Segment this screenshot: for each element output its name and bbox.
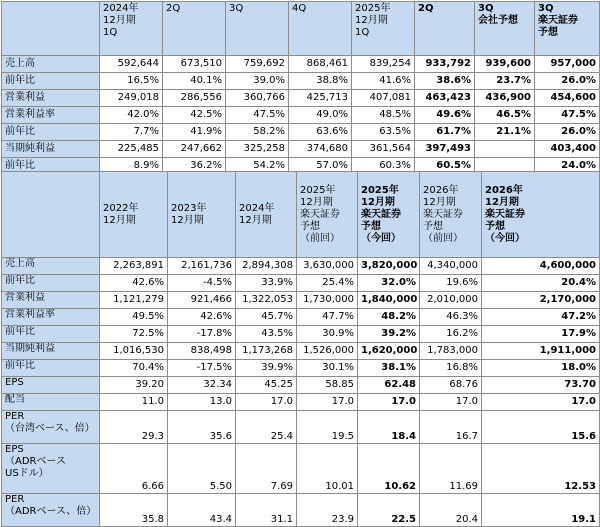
table-cell: 42.6% xyxy=(168,309,236,326)
table-cell: 19.1 xyxy=(482,494,600,527)
table-cell: 2,263,891 xyxy=(100,258,168,275)
table-cell: 361,564 xyxy=(352,141,415,158)
table-cell: 26.0% xyxy=(535,73,600,90)
table-row xyxy=(2,124,600,141)
table-cell: 47.7% xyxy=(297,309,358,326)
table-cell: 12.53 xyxy=(482,444,600,494)
table-row xyxy=(2,56,600,73)
quarterly-earnings-table xyxy=(1,1,600,175)
table-row xyxy=(2,275,600,292)
table-cell: 17.0 xyxy=(358,394,420,411)
quarterly-header-cell: 4Q xyxy=(289,2,352,56)
table-cell: 16.8% xyxy=(420,360,482,377)
table-row xyxy=(2,444,600,494)
table-row xyxy=(2,107,600,124)
annual-header-cell: 2026年 12月期 楽天証券 予想 （今回） xyxy=(482,172,600,258)
table-cell: 57.0% xyxy=(289,158,352,175)
table-cell: 6.66 xyxy=(100,444,168,494)
table-cell: 68.76 xyxy=(420,377,482,394)
row-label: 前年比 xyxy=(2,360,100,377)
table-cell: 58.2% xyxy=(226,124,289,141)
table-cell: 403,400 xyxy=(535,141,600,158)
annual-header-cell: 2025年 12月期 楽天証券 予想 （今回） xyxy=(358,172,420,258)
table-cell: 20.4% xyxy=(482,275,600,292)
table-cell: 10.01 xyxy=(297,444,358,494)
table-cell: 921,466 xyxy=(168,292,236,309)
table-cell: 17.0 xyxy=(482,394,600,411)
table-cell: 39.2% xyxy=(358,326,420,343)
row-label: 前年比 xyxy=(2,158,100,175)
table-cell: 58.85 xyxy=(297,377,358,394)
table-cell: -17.5% xyxy=(168,360,236,377)
quarterly-header-cell: 2Q xyxy=(415,2,475,56)
table-cell: 454,600 xyxy=(535,90,600,107)
table-cell: 29.3 xyxy=(100,411,168,444)
row-label: 売上高 xyxy=(2,258,100,275)
table-cell: 45.25 xyxy=(236,377,297,394)
table-cell: 22.5 xyxy=(358,494,420,527)
table-cell: 49.5% xyxy=(100,309,168,326)
annual-header-cell xyxy=(2,172,100,258)
table-cell: 31.1 xyxy=(236,494,297,527)
table-cell: 374,680 xyxy=(289,141,352,158)
table-cell: 4,600,000 xyxy=(482,258,600,275)
annual-header-cell: 2026年 12月期 楽天証券 予想 （前回） xyxy=(420,172,482,258)
annual-header-cell: 2022年 12月期 xyxy=(100,172,168,258)
table-cell: 1,526,000 xyxy=(297,343,358,360)
table-cell: 24.0% xyxy=(535,158,600,175)
table-cell: 72.5% xyxy=(100,326,168,343)
annual-header-row xyxy=(2,172,600,258)
table-cell: 4,340,000 xyxy=(420,258,482,275)
table-cell: -4.5% xyxy=(168,275,236,292)
quarterly-header-cell: 2024年 12月期 1Q xyxy=(100,2,163,56)
quarterly-header-row xyxy=(2,2,600,56)
table-cell: 21.1% xyxy=(475,124,535,141)
annual-earnings-table xyxy=(1,171,600,527)
table-cell: 933,792 xyxy=(415,56,475,73)
table-row xyxy=(2,292,600,309)
table-cell: 13.0 xyxy=(168,394,236,411)
table-cell: 35.8 xyxy=(100,494,168,527)
table-cell: 839,254 xyxy=(352,56,415,73)
table-cell: 42.0% xyxy=(100,107,163,124)
table-row xyxy=(2,90,600,107)
table-cell: 32.34 xyxy=(168,377,236,394)
row-label: 前年比 xyxy=(2,326,100,343)
table-row xyxy=(2,360,600,377)
table-cell: 1,840,000 xyxy=(358,292,420,309)
table-cell: 38.6% xyxy=(415,73,475,90)
table-cell: 15.6 xyxy=(482,411,600,444)
table-cell: 11.69 xyxy=(420,444,482,494)
table-cell: 19.6% xyxy=(420,275,482,292)
table-cell: 43.5% xyxy=(236,326,297,343)
quarterly-header-cell: 2025年 12月期 1Q xyxy=(352,2,415,56)
table-cell: 436,900 xyxy=(475,90,535,107)
table-cell: 25.4 xyxy=(236,411,297,444)
table-cell: 73.70 xyxy=(482,377,600,394)
row-label: PER （台湾ベース、倍） xyxy=(2,411,100,444)
table-cell: 1,016,530 xyxy=(100,343,168,360)
table-cell: 17.9% xyxy=(482,326,600,343)
table-cell: 425,713 xyxy=(289,90,352,107)
table-cell: 3,630,000 xyxy=(297,258,358,275)
table-cell: 1,173,268 xyxy=(236,343,297,360)
table-cell: 30.1% xyxy=(297,360,358,377)
table-cell: 41.9% xyxy=(163,124,226,141)
table-cell: 957,000 xyxy=(535,56,600,73)
table-cell: 49.0% xyxy=(289,107,352,124)
table-cell: 17.0 xyxy=(297,394,358,411)
annual-header-cell: 2024年 12月期 xyxy=(236,172,297,258)
table-cell: 70.4% xyxy=(100,360,168,377)
table-cell: 18.0% xyxy=(482,360,600,377)
quarterly-header-cell: 2Q xyxy=(163,2,226,56)
row-label: 前年比 xyxy=(2,124,100,141)
table-cell: 20.4 xyxy=(420,494,482,527)
table-cell: 40.1% xyxy=(163,73,226,90)
table-cell: 1,322,053 xyxy=(236,292,297,309)
table-cell: 49.6% xyxy=(415,107,475,124)
table-cell: 10.62 xyxy=(358,444,420,494)
table-cell: 17.0 xyxy=(236,394,297,411)
table-cell: -17.8% xyxy=(168,326,236,343)
table-cell: 397,493 xyxy=(415,141,475,158)
table-cell: 39.9% xyxy=(236,360,297,377)
table-cell: 463,423 xyxy=(415,90,475,107)
table-row xyxy=(2,309,600,326)
table-cell: 325,258 xyxy=(226,141,289,158)
row-label: EPS （ADRベース USドル） xyxy=(2,444,100,494)
table-cell: 47.2% xyxy=(482,309,600,326)
table-row xyxy=(2,326,600,343)
table-cell: 46.5% xyxy=(475,107,535,124)
table-cell: 673,510 xyxy=(163,56,226,73)
table-cell: 61.7% xyxy=(415,124,475,141)
table-cell: 63.5% xyxy=(352,124,415,141)
table-cell: 47.5% xyxy=(535,107,600,124)
quarterly-header-cell: 3Q 楽天証券 予想 xyxy=(535,2,600,56)
table-cell: 25.4% xyxy=(297,275,358,292)
table-cell: 1,730,000 xyxy=(297,292,358,309)
table-cell: 39.0% xyxy=(226,73,289,90)
table-cell: 42.5% xyxy=(163,107,226,124)
row-label: 営業利益 xyxy=(2,292,100,309)
table-cell: 2,170,000 xyxy=(482,292,600,309)
table-cell: 225,485 xyxy=(100,141,163,158)
table-cell: 46.3% xyxy=(420,309,482,326)
table-cell: 1,911,000 xyxy=(482,343,600,360)
table-cell: 16.2% xyxy=(420,326,482,343)
table-cell: 43.4 xyxy=(168,494,236,527)
table-cell: 23.9 xyxy=(297,494,358,527)
quarterly-header-cell: 3Q xyxy=(226,2,289,56)
table-cell: 26.0% xyxy=(535,124,600,141)
table-cell: 2,010,000 xyxy=(420,292,482,309)
table-cell: 36.2% xyxy=(163,158,226,175)
table-cell: 407,081 xyxy=(352,90,415,107)
table-cell: 868,461 xyxy=(289,56,352,73)
table-cell: 5.50 xyxy=(168,444,236,494)
row-label: 営業利益 xyxy=(2,90,100,107)
table-cell: 60.3% xyxy=(352,158,415,175)
table-cell: 30.9% xyxy=(297,326,358,343)
table-cell: 1,121,279 xyxy=(100,292,168,309)
table-row xyxy=(2,377,600,394)
annual-header-cell: 2025年 12月期 楽天証券 予想 （前回） xyxy=(297,172,358,258)
table-cell: 39.20 xyxy=(100,377,168,394)
table-cell: 3,820,000 xyxy=(358,258,420,275)
row-label: 営業利益率 xyxy=(2,107,100,124)
table-cell: 19.5 xyxy=(297,411,358,444)
quarterly-header-cell xyxy=(2,2,100,56)
table-cell: 41.6% xyxy=(352,73,415,90)
table-cell: 16.7 xyxy=(420,411,482,444)
row-label: EPS xyxy=(2,377,100,394)
table-cell: 8.9% xyxy=(100,158,163,175)
annual-header-cell: 2023年 12月期 xyxy=(168,172,236,258)
table-cell: 1,620,000 xyxy=(358,343,420,360)
table-cell: 759,692 xyxy=(226,56,289,73)
table-cell: 1,783,000 xyxy=(420,343,482,360)
table-cell: 33.9% xyxy=(236,275,297,292)
table-cell: 32.0% xyxy=(358,275,420,292)
row-label: 当期純利益 xyxy=(2,141,100,158)
table-cell: 2,161,736 xyxy=(168,258,236,275)
table-row xyxy=(2,411,600,444)
table-cell: 16.5% xyxy=(100,73,163,90)
table-cell: 23.7% xyxy=(475,73,535,90)
table-cell: 38.1% xyxy=(358,360,420,377)
row-label: 前年比 xyxy=(2,73,100,90)
row-label: 営業利益率 xyxy=(2,309,100,326)
table-cell: 35.6 xyxy=(168,411,236,444)
table-cell: 11.0 xyxy=(100,394,168,411)
table-cell: 63.6% xyxy=(289,124,352,141)
row-label: 配当 xyxy=(2,394,100,411)
table-cell: 60.5% xyxy=(415,158,475,175)
table-cell: 48.5% xyxy=(352,107,415,124)
table-cell: 592,644 xyxy=(100,56,163,73)
table-cell: 360,766 xyxy=(226,90,289,107)
table-cell: 17.0 xyxy=(420,394,482,411)
table-cell: 62.48 xyxy=(358,377,420,394)
table-cell xyxy=(475,141,535,158)
row-label: 前年比 xyxy=(2,275,100,292)
table-row xyxy=(2,494,600,527)
table-cell: 38.8% xyxy=(289,73,352,90)
row-label: PER （ADRベース、倍） xyxy=(2,494,100,527)
table-cell: 45.7% xyxy=(236,309,297,326)
table-cell: 47.5% xyxy=(226,107,289,124)
table-row xyxy=(2,141,600,158)
row-label: 当期純利益 xyxy=(2,343,100,360)
table-cell: 2,894,308 xyxy=(236,258,297,275)
table-cell: 48.2% xyxy=(358,309,420,326)
table-cell: 838,498 xyxy=(168,343,236,360)
table-cell: 939,600 xyxy=(475,56,535,73)
table-cell: 286,556 xyxy=(163,90,226,107)
table-cell: 54.2% xyxy=(226,158,289,175)
table-row xyxy=(2,394,600,411)
table-cell: 249,018 xyxy=(100,90,163,107)
table-cell: 18.4 xyxy=(358,411,420,444)
row-label: 売上高 xyxy=(2,56,100,73)
table-cell: 247,662 xyxy=(163,141,226,158)
table-row xyxy=(2,343,600,360)
table-row xyxy=(2,258,600,275)
table-cell: 7.69 xyxy=(236,444,297,494)
table-cell: 7.7% xyxy=(100,124,163,141)
quarterly-header-cell: 3Q 会社予想 xyxy=(475,2,535,56)
table-cell: 42.6% xyxy=(100,275,168,292)
table-row xyxy=(2,73,600,90)
